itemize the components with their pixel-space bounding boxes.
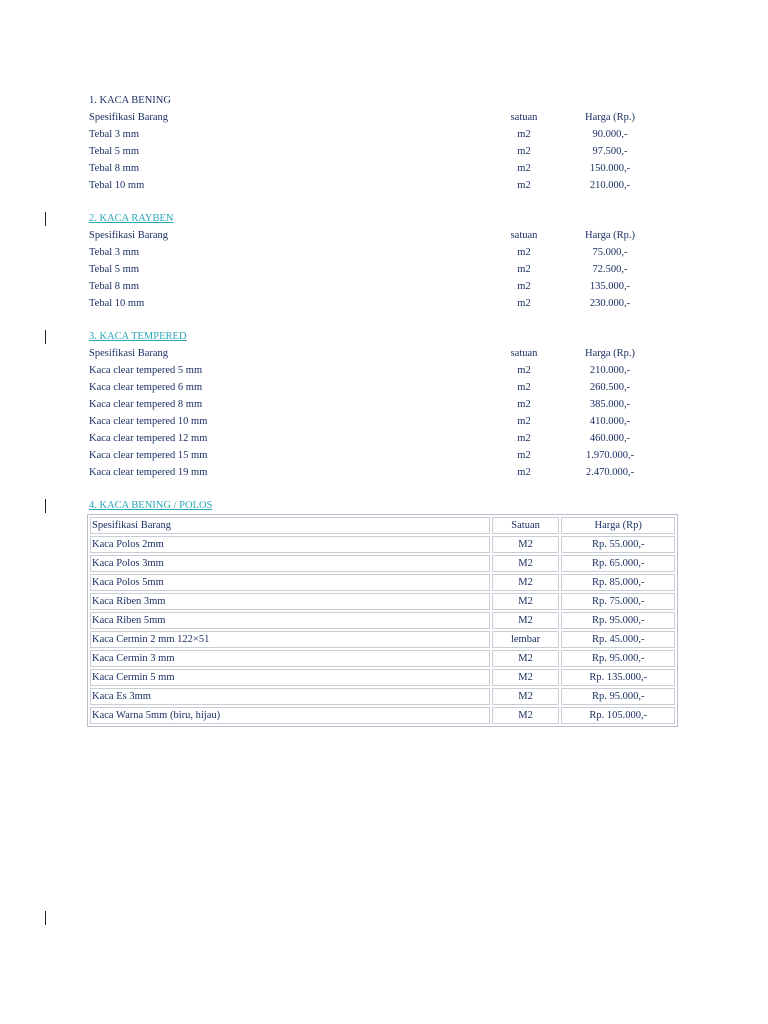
section-title-link[interactable]: 4. KACA BENING / POLOS <box>89 500 213 511</box>
row-price: 135.000,- <box>589 281 631 292</box>
row-spec: Tebal 10 mm <box>89 298 145 309</box>
table-row <box>89 464 679 481</box>
table-row <box>89 413 679 430</box>
row-unit: m2 <box>517 264 531 275</box>
header-spec: Spesifikasi Barang <box>89 112 169 123</box>
row-spec: Kaca Warna 5mm (biru, hijau) <box>90 707 490 724</box>
table-row <box>90 612 675 629</box>
table-row <box>89 177 679 194</box>
table-header-row <box>89 227 679 244</box>
row-price: Rp. 45.000,- <box>561 631 675 648</box>
header-unit: satuan <box>510 348 538 359</box>
table-row <box>90 669 675 686</box>
section-title: 1. KACA BENING <box>89 95 171 106</box>
row-unit: M2 <box>492 574 560 591</box>
table-row <box>90 688 675 705</box>
text-cursor-mark <box>45 911 46 925</box>
row-unit: m2 <box>517 416 531 427</box>
table-row <box>89 295 679 312</box>
row-price: 75.000,- <box>592 247 628 258</box>
table-row <box>89 160 679 177</box>
table-row <box>89 261 679 278</box>
row-spec: Kaca Polos 5mm <box>90 574 490 591</box>
text-cursor-mark <box>45 499 46 513</box>
table-header-row <box>90 517 675 534</box>
table-row <box>90 555 675 572</box>
table-header-row <box>89 345 679 362</box>
row-spec: Tebal 3 mm <box>89 129 140 140</box>
row-price: Rp. 95.000,- <box>561 650 675 667</box>
header-spec: Spesifikasi Barang <box>89 348 169 359</box>
row-unit: lembar <box>492 631 560 648</box>
table-row <box>90 593 675 610</box>
table-row <box>90 536 675 553</box>
row-spec: Kaca Es 3mm <box>90 688 490 705</box>
row-spec: Tebal 5 mm <box>89 264 140 275</box>
row-spec: Kaca clear tempered 5 mm <box>89 365 203 376</box>
row-price: 230.000,- <box>589 298 631 309</box>
row-price: Rp. 105.000,- <box>561 707 675 724</box>
text-cursor-mark <box>45 330 46 344</box>
row-unit: M2 <box>492 707 560 724</box>
price-table <box>87 514 678 727</box>
row-price: 1.970.000,- <box>585 450 635 461</box>
row-price: 210.000,- <box>589 180 631 191</box>
row-spec: Kaca clear tempered 19 mm <box>89 467 208 478</box>
section-title-link[interactable]: 3. KACA TEMPERED <box>89 331 187 342</box>
header-price: Harga (Rp) <box>561 517 675 534</box>
row-price: Rp. 75.000,- <box>561 593 675 610</box>
table-row <box>89 430 679 447</box>
table-row <box>89 126 679 143</box>
header-spec: Spesifikasi Barang <box>90 517 490 534</box>
row-spec: Tebal 8 mm <box>89 281 140 292</box>
row-price: 210.000,- <box>589 365 631 376</box>
row-spec: Kaca clear tempered 15 mm <box>89 450 208 461</box>
table-row <box>89 143 679 160</box>
header-price: Harga (Rp.) <box>585 230 635 241</box>
row-unit: M2 <box>492 536 560 553</box>
row-price: Rp. 55.000,- <box>561 536 675 553</box>
header-spec: Spesifikasi Barang <box>89 230 169 241</box>
row-spec: Kaca Polos 3mm <box>90 555 490 572</box>
row-spec: Tebal 3 mm <box>89 247 140 258</box>
row-unit: m2 <box>517 298 531 309</box>
row-spec: Kaca Cermin 5 mm <box>90 669 490 686</box>
row-price: Rp. 65.000,- <box>561 555 675 572</box>
row-price: 410.000,- <box>589 416 631 427</box>
row-price: Rp. 135.000,- <box>561 669 675 686</box>
row-unit: m2 <box>517 450 531 461</box>
table-row <box>89 379 679 396</box>
row-unit: m2 <box>517 382 531 393</box>
row-unit: M2 <box>492 650 560 667</box>
row-unit: m2 <box>517 129 531 140</box>
header-unit: satuan <box>510 112 538 123</box>
table-row <box>89 396 679 413</box>
row-unit: m2 <box>517 163 531 174</box>
section-kaca-rayben <box>89 210 679 312</box>
row-unit: M2 <box>492 593 560 610</box>
row-unit: m2 <box>517 467 531 478</box>
table-row <box>89 278 679 295</box>
row-price: 150.000,- <box>589 163 631 174</box>
header-unit: Satuan <box>492 517 560 534</box>
table-row <box>90 574 675 591</box>
row-spec: Kaca clear tempered 6 mm <box>89 382 203 393</box>
section-kaca-bening-polos <box>89 497 679 727</box>
row-spec: Tebal 8 mm <box>89 163 140 174</box>
row-spec: Kaca Cermin 2 mm 122×51 <box>90 631 490 648</box>
row-spec: Kaca clear tempered 10 mm <box>89 416 208 427</box>
table-row <box>90 707 675 724</box>
header-price: Harga (Rp.) <box>585 348 635 359</box>
row-price: 260.500,- <box>589 382 631 393</box>
row-spec: Tebal 5 mm <box>89 146 140 157</box>
row-unit: M2 <box>492 555 560 572</box>
section-kaca-tempered <box>89 328 679 481</box>
row-unit: m2 <box>517 433 531 444</box>
table-row <box>90 650 675 667</box>
row-price: 72.500,- <box>592 264 628 275</box>
row-spec: Tebal 10 mm <box>89 180 145 191</box>
row-price: Rp. 95.000,- <box>561 612 675 629</box>
table-row <box>89 362 679 379</box>
row-spec: Kaca Riben 3mm <box>90 593 490 610</box>
row-spec: Kaca Cermin 3 mm <box>90 650 490 667</box>
row-unit: m2 <box>517 180 531 191</box>
row-unit: M2 <box>492 612 560 629</box>
table-row <box>90 631 675 648</box>
row-price: Rp. 95.000,- <box>561 688 675 705</box>
row-price: 90.000,- <box>592 129 628 140</box>
row-price: Rp. 85.000,- <box>561 574 675 591</box>
row-price: 2.470.000,- <box>585 467 635 478</box>
row-unit: m2 <box>517 281 531 292</box>
row-unit: m2 <box>517 146 531 157</box>
row-unit: m2 <box>517 247 531 258</box>
text-cursor-mark <box>45 212 46 226</box>
row-unit: m2 <box>517 365 531 376</box>
row-spec: Kaca clear tempered 8 mm <box>89 399 203 410</box>
row-price: 385.000,- <box>589 399 631 410</box>
row-unit: m2 <box>517 399 531 410</box>
row-unit: M2 <box>492 669 560 686</box>
header-unit: satuan <box>510 230 538 241</box>
row-spec: Kaca Riben 5mm <box>90 612 490 629</box>
table-header-row <box>89 109 679 126</box>
section-title-link[interactable]: 2. KACA RAYBEN <box>89 213 174 224</box>
row-price: 460.000,- <box>589 433 631 444</box>
row-spec: Kaca Polos 2mm <box>90 536 490 553</box>
row-price: 97.500,- <box>592 146 628 157</box>
section-kaca-bening <box>89 92 679 194</box>
table-row <box>89 244 679 261</box>
row-spec: Kaca clear tempered 12 mm <box>89 433 208 444</box>
table-row <box>89 447 679 464</box>
row-unit: M2 <box>492 688 560 705</box>
header-price: Harga (Rp.) <box>585 112 635 123</box>
